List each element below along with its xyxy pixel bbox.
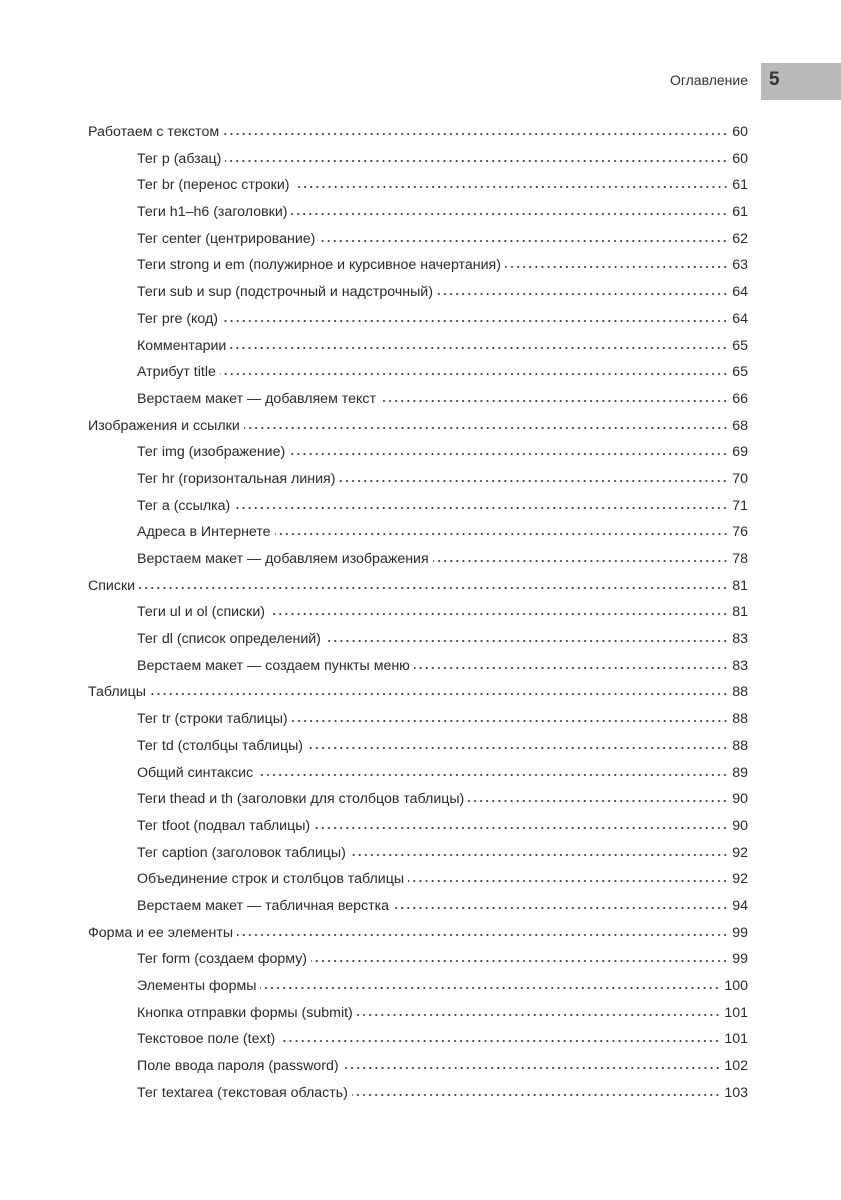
- toc-entry-page: 88: [732, 684, 748, 701]
- dot-leader: [314, 826, 728, 830]
- toc-entry-page: 65: [732, 364, 748, 381]
- dot-leader: [269, 612, 728, 616]
- toc-section-entry[interactable]: [88, 1085, 748, 1112]
- toc-section-entry[interactable]: [88, 551, 748, 578]
- toc-section-entry[interactable]: [88, 898, 748, 925]
- toc-entry-title: Атрибут title: [137, 364, 216, 381]
- dot-leader: [343, 1066, 721, 1070]
- toc-entry-page: 61: [732, 177, 748, 194]
- toc-section-entry[interactable]: [88, 338, 748, 365]
- dot-leader: [244, 426, 728, 430]
- toc-entry-page: 103: [724, 1084, 748, 1101]
- toc-section-entry[interactable]: [88, 177, 748, 204]
- toc-entry-page: 102: [724, 1058, 748, 1075]
- dot-leader: [352, 1093, 720, 1097]
- toc-section-entry[interactable]: [88, 951, 748, 978]
- toc-entry-title: Кнопка отправки формы (submit): [137, 1004, 353, 1021]
- toc-entry-page: 65: [732, 337, 748, 354]
- toc-entry-page: 101: [724, 1004, 748, 1021]
- toc-entry-title: Теги h1–h6 (заголовки): [137, 204, 288, 221]
- toc-entry-title: Тег dl (список определений): [137, 631, 321, 648]
- dot-leader: [220, 372, 728, 376]
- toc-entry-title: Тег caption (заголовок таблицы): [137, 844, 346, 861]
- toc-entry-title: Теги strong и em (полужирное и курсивное начертания): [137, 257, 501, 274]
- toc-section-entry[interactable]: [88, 444, 748, 471]
- toc-entry-page: 81: [732, 577, 748, 594]
- toc-entry-title: Тег tr (строки таблицы): [137, 711, 288, 728]
- dot-leader: [234, 506, 728, 510]
- toc-section-entry[interactable]: [88, 818, 748, 845]
- dot-leader: [150, 692, 728, 696]
- dot-leader: [237, 933, 728, 937]
- toc-entry-title: Теги ul и ol (списки): [137, 604, 266, 621]
- dot-leader: [505, 265, 728, 269]
- dot-leader: [289, 452, 728, 456]
- toc-entry-title: Изображения и ссылки: [88, 417, 240, 434]
- toc-entry-title: Верстаем макет — добавляем текст: [137, 390, 376, 407]
- toc-chapter-entry[interactable]: [88, 418, 748, 445]
- toc-section-entry[interactable]: [88, 257, 748, 284]
- toc-entry-title: Таблицы: [88, 684, 146, 701]
- dot-leader: [294, 185, 729, 189]
- toc-section-entry[interactable]: [88, 711, 748, 738]
- dot-leader: [339, 479, 728, 483]
- toc-section-entry[interactable]: [88, 151, 748, 178]
- toc-entry-title: Форма и ее элементы: [88, 924, 234, 941]
- dot-leader: [292, 719, 729, 723]
- toc-entry-page: 63: [732, 257, 748, 274]
- toc-entry-page: 94: [732, 897, 748, 914]
- toc-entry-page: 92: [732, 871, 748, 888]
- toc-section-entry[interactable]: [88, 871, 748, 898]
- toc-section-entry[interactable]: [88, 391, 748, 418]
- dot-leader: [291, 212, 728, 216]
- toc-section-entry[interactable]: [88, 498, 748, 525]
- toc-entry-page: 64: [732, 284, 748, 301]
- toc-entry-title: Тег hr (горизонтальная линия): [137, 470, 336, 487]
- toc-entry-page: 70: [732, 470, 748, 487]
- toc-section-entry[interactable]: [88, 311, 748, 338]
- dot-leader: [408, 879, 728, 883]
- toc-entry-title: Тег tfoot (подвал таблицы): [137, 817, 311, 834]
- toc-entry-title: Поле ввода пароля (password): [137, 1058, 339, 1075]
- dot-leader: [222, 319, 728, 323]
- toc-section-entry[interactable]: [88, 978, 748, 1005]
- dot-leader: [225, 159, 728, 163]
- toc-section-entry[interactable]: [88, 845, 748, 872]
- dot-leader: [380, 399, 728, 403]
- toc-entry-page: 101: [724, 1031, 748, 1048]
- toc-entry-title: Верстаем макет — добавляем изображения: [137, 551, 429, 567]
- toc-entry-page: 81: [732, 604, 748, 621]
- toc-entry-title: Теги thead и th (заголовки для столбцов таблицы): [137, 791, 465, 808]
- dot-leader: [307, 746, 728, 750]
- toc-section-entry[interactable]: [88, 738, 748, 765]
- toc-entry-page: 61: [732, 204, 748, 221]
- toc-section-entry[interactable]: [88, 791, 748, 818]
- toc-entry-title: Комментарии: [137, 337, 227, 354]
- toc-entry-page: 69: [732, 444, 748, 461]
- dot-leader: [468, 799, 728, 803]
- toc-section-entry[interactable]: [88, 765, 748, 792]
- toc-entry-page: 92: [732, 844, 748, 861]
- toc-entry-title: Верстаем макет — табличная верстка: [137, 897, 389, 914]
- toc-entry-page: 89: [732, 764, 748, 781]
- toc-entry-page: 78: [732, 551, 748, 567]
- toc-section-entry[interactable]: [88, 1058, 748, 1085]
- toc-chapter-entry[interactable]: [88, 578, 748, 605]
- toc-chapter-entry[interactable]: [88, 124, 748, 151]
- toc-entry-page: 60: [732, 150, 748, 167]
- toc-section-entry[interactable]: [88, 204, 748, 231]
- toc-entry-page: 99: [732, 924, 748, 941]
- dot-leader: [223, 132, 728, 136]
- toc-entry-page: 99: [732, 951, 748, 968]
- toc-chapter-entry[interactable]: [88, 925, 748, 952]
- toc-entry-title: Тег a (ссылка): [137, 497, 231, 514]
- toc-entry-title: Теги sub и sup (подстрочный и надстрочный): [137, 284, 433, 301]
- toc-entry-title: Тег p (абзац): [137, 150, 222, 167]
- dot-leader: [325, 639, 728, 643]
- toc-section-entry[interactable]: [88, 1005, 748, 1032]
- page-number-tab: [761, 63, 841, 100]
- dot-leader: [433, 559, 729, 563]
- toc-entry-title: Тег pre (код): [137, 310, 218, 327]
- dot-leader: [311, 959, 728, 963]
- toc-entry-page: 64: [732, 310, 748, 327]
- toc-section-entry[interactable]: [88, 658, 748, 685]
- toc-entry-page: 71: [732, 497, 748, 514]
- dot-leader: [357, 1013, 721, 1017]
- dot-leader: [260, 986, 720, 990]
- toc-entry-page: 62: [732, 230, 748, 247]
- toc-entry-page: 68: [732, 417, 748, 434]
- dot-leader: [437, 292, 728, 296]
- toc-entry-page: 76: [732, 524, 748, 541]
- dot-leader: [319, 239, 728, 243]
- toc-entry-title: Тег br (перенос строки): [137, 177, 290, 194]
- toc-section-entry[interactable]: [88, 231, 748, 258]
- toc-entry-title: Элементы формы: [137, 978, 257, 994]
- dot-leader: [414, 666, 728, 670]
- toc-entry-title: Списки: [88, 577, 136, 594]
- toc-entry-title: Тег center (центрирование): [137, 230, 316, 247]
- toc-entry-title: Адреса в Интернете: [137, 524, 271, 541]
- toc-entry-page: 100: [724, 978, 748, 994]
- toc-entry-page: 88: [732, 737, 748, 754]
- toc-entry-title: Тег img (изображение): [137, 444, 286, 461]
- toc-entry-title: Верстаем макет — создаем пункты меню: [137, 657, 410, 674]
- toc-entry-page: 88: [732, 711, 748, 728]
- toc-entry-page: 90: [732, 817, 748, 834]
- toc-entry-title: Тег td (столбцы таблицы): [137, 737, 304, 754]
- toc-entry-page: 60: [732, 124, 748, 140]
- table-of-contents: [88, 124, 748, 1111]
- toc-entry-page: 90: [732, 791, 748, 808]
- toc-entry-page: 66: [732, 390, 748, 407]
- dot-leader: [230, 346, 728, 350]
- toc-chapter-entry[interactable]: [88, 684, 748, 711]
- toc-section-entry[interactable]: [88, 604, 748, 631]
- dot-leader: [139, 586, 728, 590]
- toc-section-entry[interactable]: [88, 524, 748, 551]
- dot-leader: [275, 532, 729, 536]
- toc-entry-title: Работаем с текстом: [88, 124, 220, 140]
- toc-entry-title: Объединение строк и столбцов таблицы: [137, 871, 405, 888]
- running-header-title: Оглавление: [669, 72, 748, 88]
- toc-section-entry[interactable]: [88, 471, 748, 498]
- dot-leader: [350, 853, 728, 857]
- toc-section-entry[interactable]: [88, 364, 748, 391]
- dot-leader: [257, 773, 728, 777]
- toc-entry-title: Тег form (создаем форму): [137, 951, 308, 968]
- toc-entry-page: 83: [732, 631, 748, 648]
- toc-section-entry[interactable]: [88, 284, 748, 311]
- toc-entry-title: Тег textarea (текстовая область): [137, 1084, 348, 1101]
- toc-entry-page: 83: [732, 657, 748, 674]
- toc-entry-title: Текстовое поле (text): [137, 1031, 276, 1048]
- dot-leader: [279, 1039, 720, 1043]
- dot-leader: [393, 906, 728, 910]
- toc-entry-title: Общий синтаксис: [137, 764, 254, 781]
- toc-section-entry[interactable]: [88, 631, 748, 658]
- page-number: 5: [769, 69, 780, 90]
- toc-section-entry[interactable]: [88, 1031, 748, 1058]
